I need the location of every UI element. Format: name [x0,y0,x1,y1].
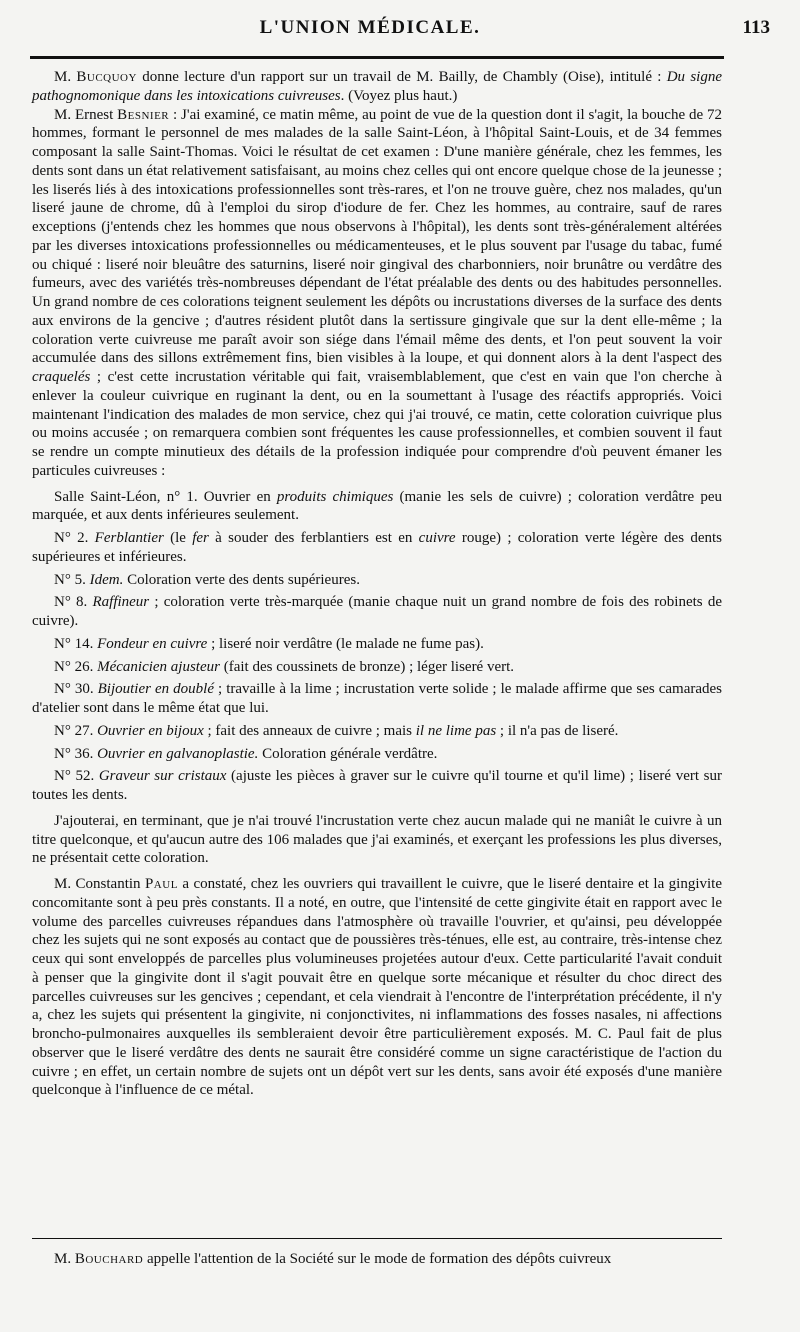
text-run: ; il n'a pas de liseré. [496,722,619,739]
paragraph-p9 [32,680,722,718]
italic-text: Du signe pathognomonique dans les intoxications cuivreuses [32,69,722,104]
text-run: . (Voyez plus haut.) [340,87,458,104]
text-run: J'ajouterai, en terminant, que je n'ai trouvé l'incrustation verte chez aucun malade qui ne maniât le cuivre à un titre quelconque, et qu'aucun autre des 106 malades que j'ai examinés, et exerçant les professions les plus diverses, ne présentait cette coloration. [32,812,722,867]
italic-text: Raffineur [92,594,150,611]
paragraph-p1 [32,68,722,106]
paragraph-p5 [32,571,722,590]
text-run: appelle l'attention de la Société sur le mode de formation des dépôts cuivreux [143,1251,612,1267]
italic-text: Bijoutier en doublé [97,681,214,698]
italic-text: Fondeur en cuivre [97,635,208,652]
header-rule [30,56,724,59]
paragraph-p11 [32,745,722,764]
italic-text: Ferblantier [94,530,164,546]
italic-text: cuivre [418,530,456,546]
paragraph-p2 [32,106,722,481]
italic-text: Ouvrier en bijoux [97,722,204,739]
italic-text: fer [192,530,209,546]
text-run: N° 2. [54,530,95,546]
text-run: N° 14. [54,635,98,652]
paragraph-p13 [32,812,722,868]
text-run: Coloration générale verdâtre. [258,745,438,762]
text-run: donne lecture d'un rapport sur un travail de M. Bailly, de Chambly (Oise), intitulé : [136,69,667,85]
italic-text: craquelés [32,369,91,385]
text-run: N° 8. [54,594,93,611]
text-run: M. [54,69,77,85]
text-run: (manie les sels de cuivre) ; coloration verdâtre peu marquée, et aux dents inférieures seulement. [32,488,722,524]
author-name: Bouchard [74,1251,144,1267]
text-run: N° 26. [54,658,98,675]
text-run: ; c'est cette incrustation véritable qui fait, vraisemblablement, que c'est en vain que l'on cherche à enlever la couleur cuivrique en ruginant la dent, ou en la soumettant à l'usage des réactifs appropriés. Voici maintenant l'indication des malades de mon service, chez qui j'ai trouvé, ce matin, cette coloration cuivrique plus ou moins accusée ; on remarquera combien sont fréquentes les cause professionnelles, et combien souvent il faut se rendre un compte minutieux des détails de la profession indiquée pour comprendre d'où peuvent émaner les particules cuivreuses : [32,369,722,479]
text-run: (le [163,530,193,546]
section-divider [32,1238,722,1239]
author-name: Paul [144,876,178,892]
italic-text: Graveur sur cristaux [98,768,227,785]
italic-text: produits chimiques [276,488,394,505]
text-run: Salle Saint-Léon, n° 1. Ouvrier en [54,488,277,505]
running-title: L'UNION MÉDICALE. [259,17,481,38]
text-run: Coloration verte des dents supérieures. [123,571,360,588]
text-run: ; liseré noir verdâtre (le malade ne fume pas). [207,635,484,652]
text-run: à souder des ferblantiers est en [208,530,419,546]
paragraph-p10 [32,722,722,741]
page-header [30,17,770,45]
article-body [32,68,722,1100]
text-run: ; fait des anneaux de cuivre ; mais [203,722,416,739]
text-run: ; coloration verte très-marquée (manie chaque nuit un grand nombre de fois des robinets de cuivre). [32,594,722,629]
text-run: a constaté, chez les ouvriers qui travaillent le cuivre, que le liseré dentaire et la gingivite concomitante sont à peu près constants. Il a noté, en outre, que l'intensité de cette gingivite était en rapport avec le volume des parcelles cuivreuses répandues dans l'atmosphère où travaille l'ouvrier, et qu'ainsi, peu développée chez les sujets qui ne sont exposés au contact que de poussières très-ténues, elle est, au contraire, très-intense chez ceux qui sont enveloppés de parcelles plus volumineuses projetées autour d'eux. Cette particularité l'avait conduit à penser que la gingivite dont il s'agit pouvait être en quelque sorte mécanique et résulter du choc direct des parcelles cuivreuses sur les gencives ; cependant, et cela viendrait à l'encontre de l'interprétation précédente, il n'y a, chez les sujets qui présentent la gingivite, ni conjonctivites, ni inflammations des fosses nasales, ni affections broncho-pulmonaires auxquelles ils sembleraient devoir être particulièrement exposés. M. C. Paul fait de plus observer que le liseré verdâtre des dents ne saurait être considéré comme un signe caractéristique de l'action du cuivre ; en effet, un certain nombre de sujets ont un dépôt vert sur les dents, sans avoir été exposés d'une manière quelconque à l'influence de ce métal. [32,876,722,1099]
text-run: M. Ernest [54,106,118,123]
paragraph-p12 [32,767,722,805]
text-run: N° 30. [54,681,98,698]
text-run: rouge) ; coloration verte légère des dents supérieures et inférieures. [32,530,722,565]
closing-paragraph-container [32,1250,722,1269]
paragraph-p3 [32,488,722,526]
text-run: M. [54,1251,75,1267]
text-run: (ajuste les pièces à graver sur le cuivre qu'il tourne et qu'il lime) ; liseré vert sur toutes les dents. [32,768,722,803]
author-name: Besnier [117,106,170,123]
paragraph-p14 [32,875,722,1100]
text-run: ; travaille à la lime ; incrustation verte solide ; le malade affirme que ses camarades d'atelier sont dans le même état que lui. [32,681,722,716]
paragraph-p6 [32,593,722,631]
text-run: N° 36. [54,745,98,762]
text-run: M. Constantin [54,876,145,892]
text-run: : J'ai examiné, ce matin même, au point de vue de la question dont il s'agit, la bouche de 72 hommes, formant le personnel de mes malades de la salle Saint-Léon, à l'hôpital Saint-Louis, et de 34 femmes composant la salle Saint-Thomas. Voici le résultat de cet examen : D'une manière générale, chez les femmes, les dents sont dans un état relativement satisfaisant, au moins chez celles qui ont encore quelque chose de la jeunesse ; les liserés liés à des intoxications professionnelles sont très-rares, et l'on ne trouve guère, chez nos malades, qu'un liseré jaune de chrome, dû à l'emploi du sirop d'iodure de fer. Chez les hommes, au contraire, sauf de rares exceptions (j'entends chez les hommes que nous observons à l'hôpital), les dents sont très-généralement altérées par les diverses intoxications professionnelles ou médicamenteuses, et le plus souvent par l'usage du tabac, fumé ou chiqué : liseré noir bleuâtre des saturnins, liseré noir gingival des charbonniers, noir brunâtre ou verdâtre des fumeurs, avec des variétés très-nombreuses dépendant de l'état préalable des dents ou des habitudes personnelles. Un grand nombre de ces colorations teignent seulement les dépôts ou incrustations diverses de la surface des dents aux environs de la gencive ; d'autres résident plutôt dans la sertissure gingivale que sur la dent elle-même ; la coloration verte cuivreuse me paraît avoir son siége dans l'émail même des dents, et l'on peut souvent la voir accumulée dans des sillons extrêmement fins, bien visibles à la loupe, et qui donnent alors à la dent l'aspect des [32,106,723,367]
paragraph-p8 [32,658,722,677]
italic-text: Mécanicien ajusteur [97,658,220,675]
text-run: (fait des coussinets de bronze) ; léger liseré vert. [219,658,515,675]
text-run: N° 5. [54,571,90,588]
text-run: N° 52. [54,768,99,785]
italic-text: il ne lime pas [415,722,497,739]
italic-text: Idem. [89,571,124,588]
paragraph-p4 [32,529,722,567]
author-name: Bucquoy [76,69,137,85]
paragraph-p7 [32,635,722,654]
page-number: 113 [742,17,770,38]
paragraph-p15 [32,1250,722,1269]
italic-text: Ouvrier en galvanoplastie. [97,745,259,762]
text-run: N° 27. [54,722,98,739]
